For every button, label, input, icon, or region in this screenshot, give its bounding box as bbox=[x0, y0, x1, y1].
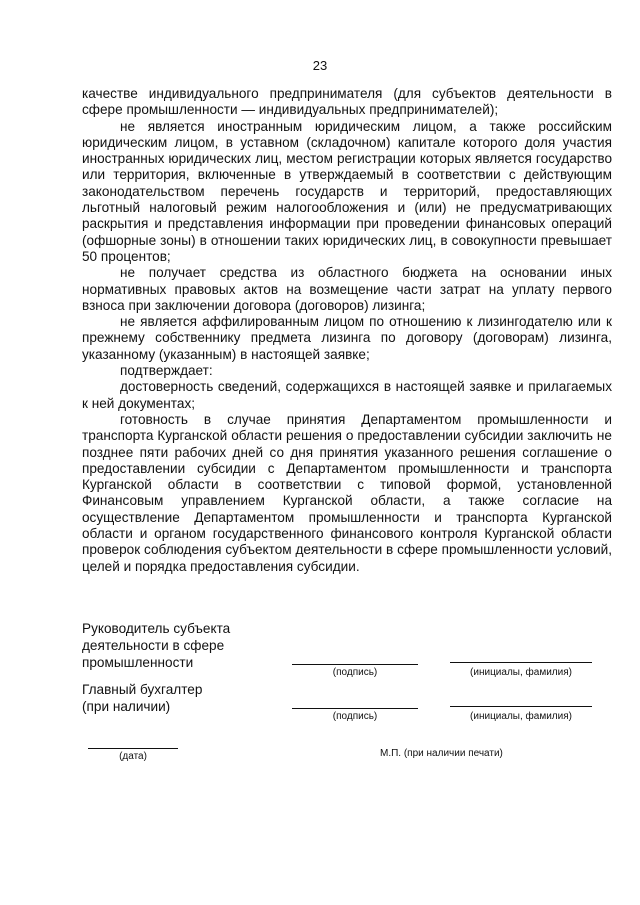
accountant-signature-line bbox=[292, 708, 418, 709]
paragraph: готовность в случае принятия Департаментом промышленности и транспорта Курганской области решения о предоставлении субсидии заключить не позднее пяти рабочих дней со дня принятия указанного решения соглашение о предоставлении субсидии с Департаментом промышленности и транспорта Курганской области в соответствии с типовой формой, установленной Финансовым управлением Курганской области, а также согласие на осуществление Департаментом промышленности и транспорта Курганской области и органом государственного финансового контроля Курганской области проверок соблюдения субъектом деятельности в сфере промышленности условий, целей и порядка предоставления субсидии. bbox=[82, 411, 612, 574]
paragraph: качестве индивидуального предпринимателя (для субъектов деятельности в сфере промышленности — индивидуальных предпринимателей); bbox=[82, 86, 612, 118]
date-line bbox=[88, 748, 178, 749]
accountant-initials-line bbox=[450, 706, 592, 707]
accountant-initials-caption: (инициалы, фамилия) bbox=[470, 711, 572, 722]
paragraph: достоверность сведений, содержащихся в настоящей заявке и прилагаемых к ней документах; bbox=[82, 379, 612, 411]
head-signature-line bbox=[292, 664, 418, 665]
accountant-title bbox=[82, 681, 202, 715]
page-number: 23 bbox=[312, 58, 328, 73]
head-title-line: Руководитель субъекта bbox=[82, 621, 231, 636]
document-body bbox=[82, 86, 612, 575]
paragraph: не является иностранным юридическим лицом, а также российским юридическим лицом, в уставном (складочном) капитале которого доля участия иностранных юридических лиц, местом регистрации которых является государство или территория, включенные в утверждаемый в соответствии с действующим законодательством перечень государств и территорий, предоставляющих льготный налоговый режим налогообложения и (или) не предусматривающих раскрытия и представления информации при проведении финансовых операций (офшорные зоны) в отношении таких юридических лиц, в совокупности превышает 50 процентов; bbox=[82, 118, 612, 264]
head-title-line: деятельности в сфере bbox=[82, 638, 225, 653]
stamp-caption: М.П. (при наличии печати) bbox=[380, 748, 503, 759]
head-title bbox=[82, 620, 230, 671]
head-title-line: промышленности bbox=[82, 655, 194, 670]
paragraph: не является аффилированным лицом по отношению к лизингодателю или к прежнему собственнику предмета лизинга по договору (договорам) лизинга, указанному (указанным) в настоящей заявке; bbox=[82, 314, 612, 362]
accountant-signature-caption: (подпись) bbox=[332, 711, 378, 722]
head-initials-caption: (инициалы, фамилия) bbox=[470, 667, 572, 678]
head-initials-line bbox=[450, 662, 592, 663]
paragraph: не получает средства из областного бюджета на основании иных нормативных правовых актов на возмещение части затрат на уплату первого взноса при заключении договора (договоров) лизинга; bbox=[82, 265, 612, 313]
head-signature-caption: (подпись) bbox=[332, 667, 378, 678]
paragraph: подтверждает: bbox=[120, 363, 213, 379]
accountant-title-line: Главный бухгалтер bbox=[82, 682, 203, 697]
accountant-title-line: (при наличии) bbox=[82, 699, 171, 714]
date-caption: (дата) bbox=[119, 751, 147, 762]
